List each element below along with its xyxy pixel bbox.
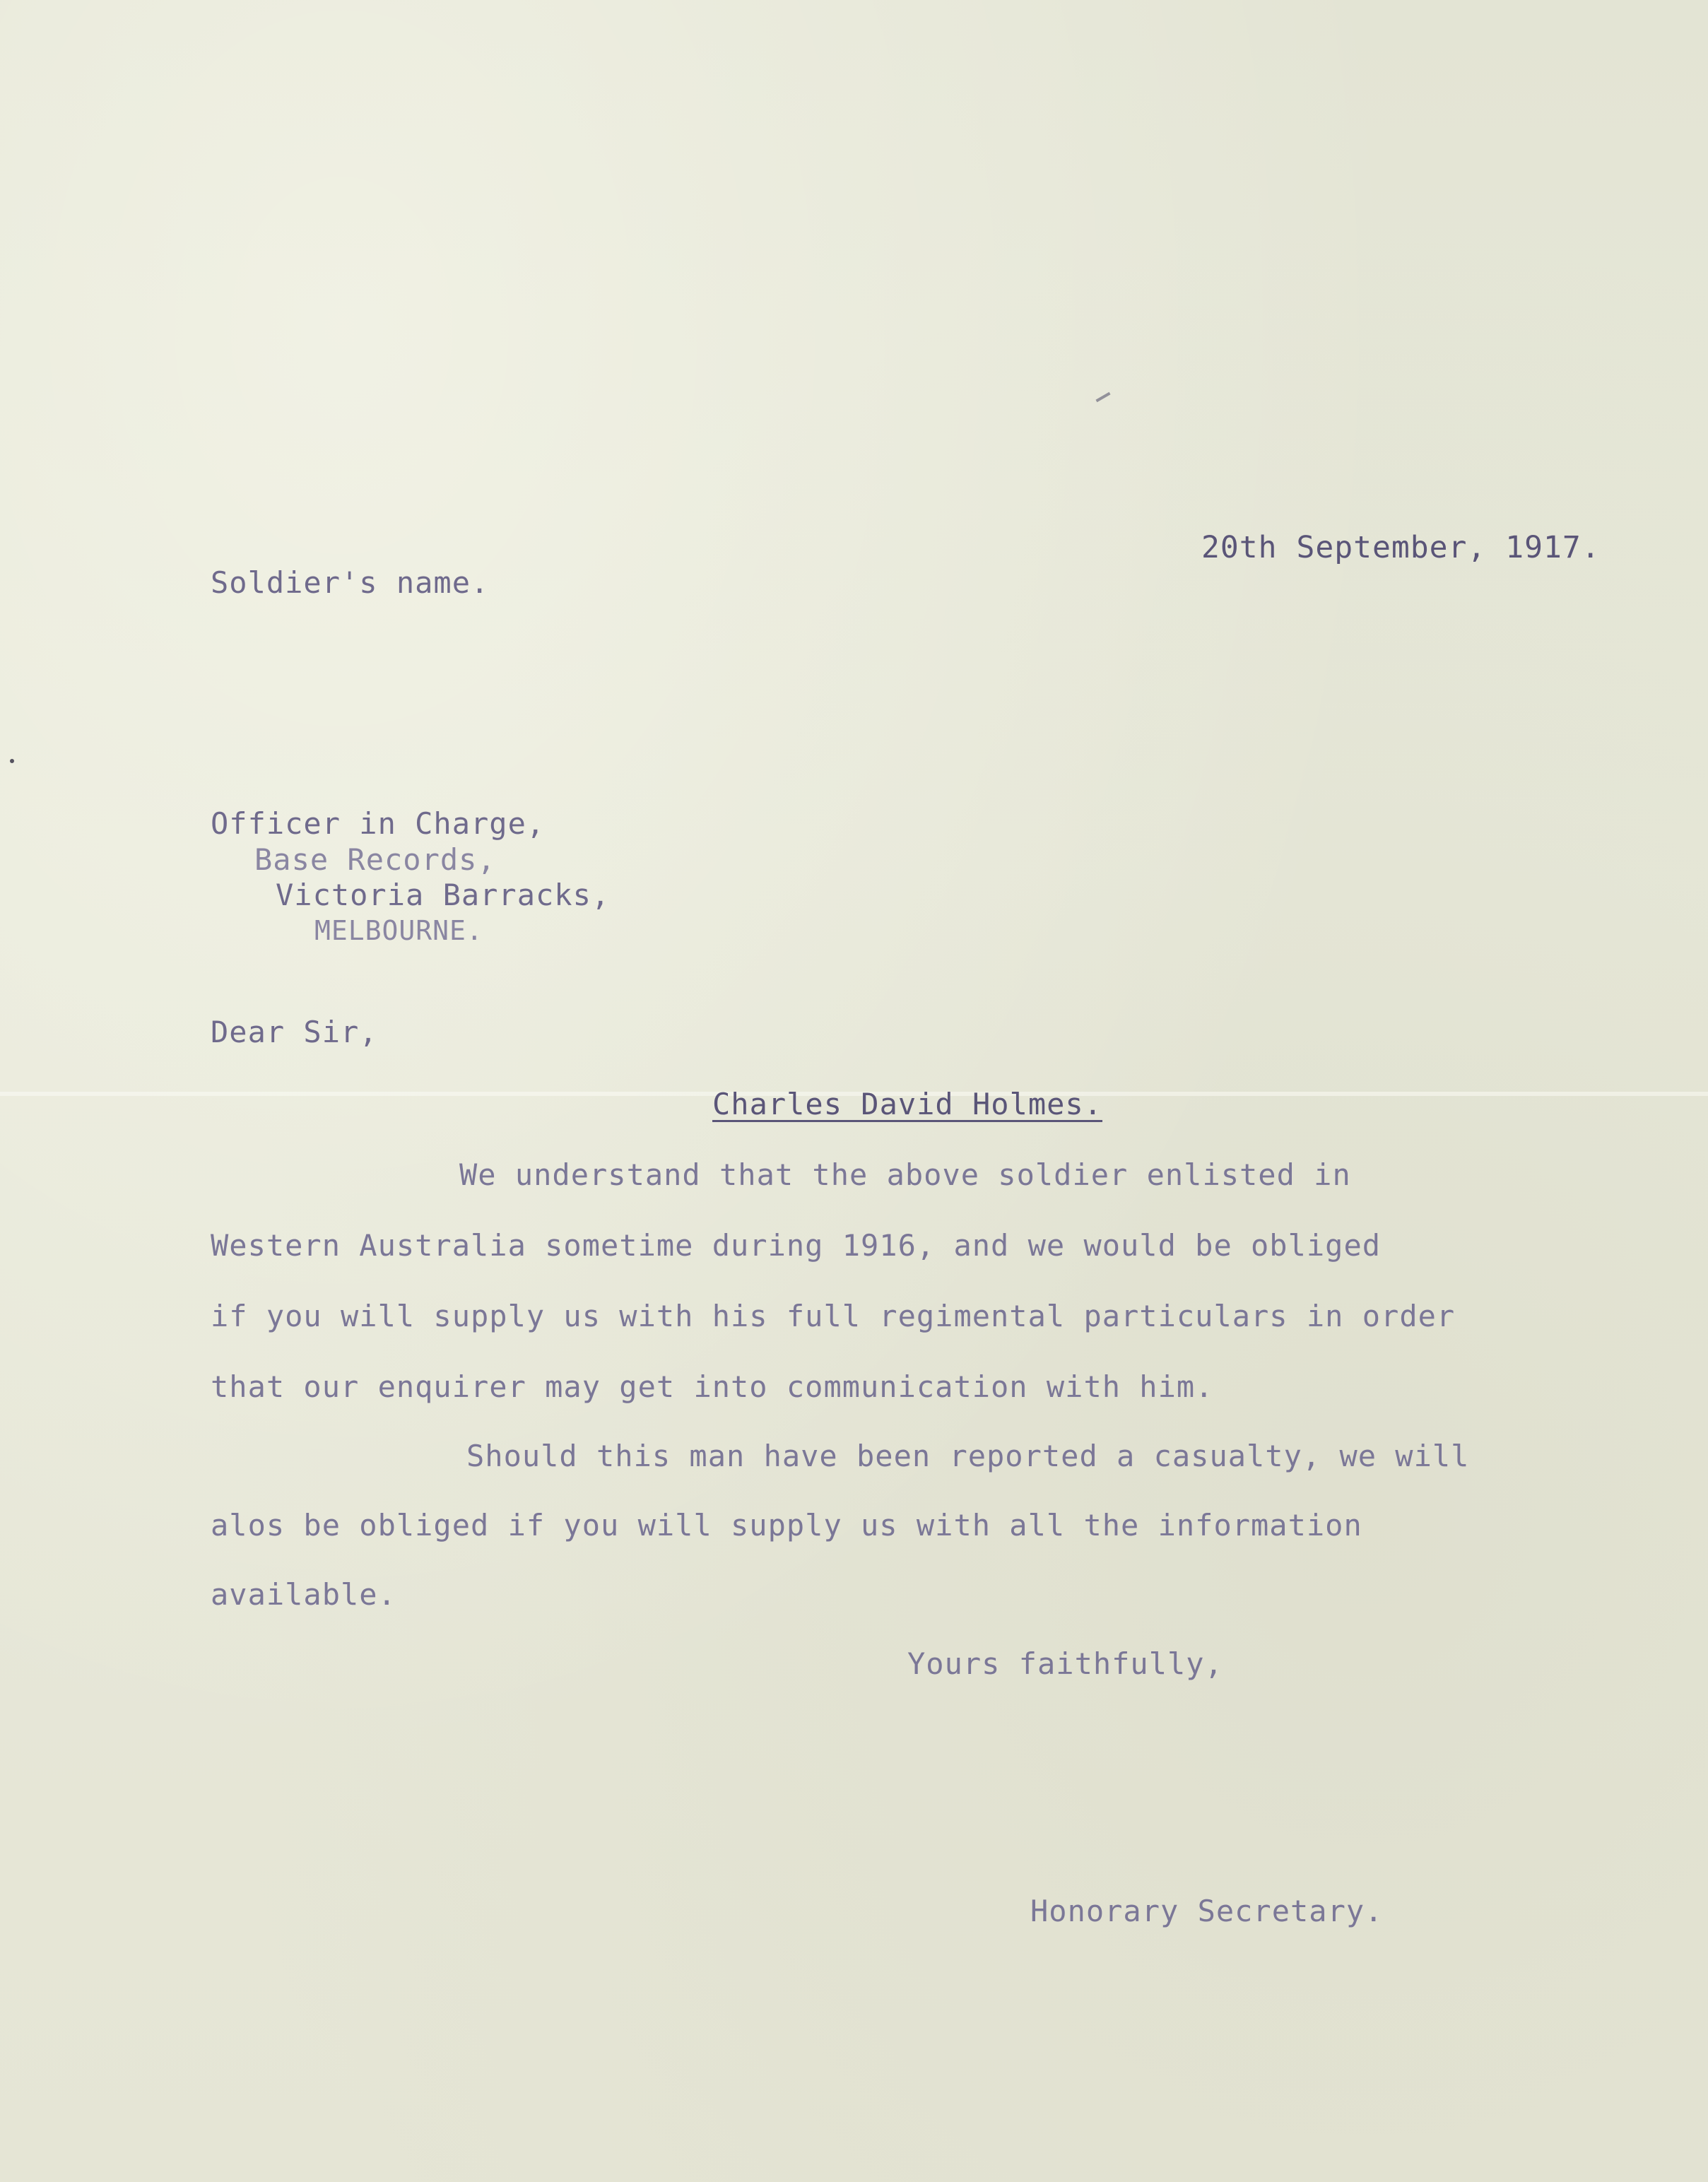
soldier-name-label: Soldier's name. (211, 565, 490, 600)
ink-dot (10, 759, 14, 763)
recipient-line-4: MELBOURNE. (314, 915, 483, 946)
closing: Yours faithfully, (907, 1646, 1223, 1681)
paragraph1-line-1: We understand that the above soldier enlisted in (459, 1157, 1351, 1192)
paragraph1-line-2: Western Australia sometime during 1916, and we would be obliged (211, 1228, 1382, 1263)
paragraph2-line-2: alos be obliged if you will supply us with all the information (211, 1508, 1362, 1543)
letter-date: 20th September, 1917. (1201, 530, 1601, 565)
paragraph1-line-3: if you will supply us with his full regimental particulars in order (211, 1299, 1456, 1333)
recipient-line-3: Victoria Barracks, (276, 878, 611, 912)
paragraph2-line-1: Should this man have been reported a casualty, we will (466, 1439, 1470, 1473)
subject-line: Charles David Holmes. (712, 1087, 1103, 1121)
signature-title: Honorary Secretary. (1030, 1894, 1384, 1928)
recipient-line-1: Officer in Charge, (211, 806, 546, 841)
paragraph1-line-4: that our enquirer may get into communication with him. (211, 1369, 1214, 1404)
salutation: Dear Sir, (211, 1015, 378, 1049)
pen-mark (1095, 392, 1110, 402)
paragraph2-line-3: available. (211, 1577, 396, 1612)
recipient-line-2: Base Records, (254, 842, 496, 877)
